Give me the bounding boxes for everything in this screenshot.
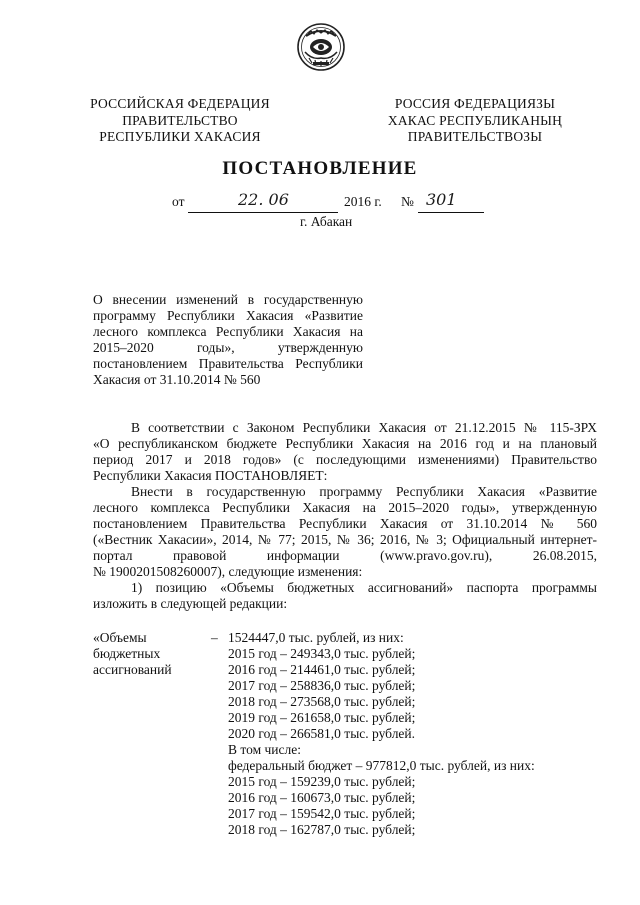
header-left-line-1: РОССИЙСКАЯ ФЕДЕРАЦИЯ [90, 96, 270, 111]
subject-block [93, 292, 363, 388]
number-handwritten: 301 [426, 190, 457, 209]
header-left-line-3: РЕСПУБЛИКИ ХАКАСИЯ [99, 129, 261, 144]
paragraph-1-line-3: период 2017 и 2018 годов» (с последующими изменениями) Правительство [93, 452, 597, 467]
allocation-values [228, 630, 535, 838]
subject-text-6: Хакасия от 31.10.2014 № 560 [93, 372, 261, 387]
header-right-line-1: РОССИЯ ФЕДЕРАЦИЯЗЫ [394, 96, 556, 111]
allocation-line: 2020 год – 266581,0 тыс. рублей. [228, 726, 416, 741]
number-field [418, 190, 484, 213]
allocation-label-line-2: бюджетных [93, 646, 161, 661]
allocation-line: 2015 год – 249343,0 тыс. рублей; [228, 646, 416, 661]
paragraph-3 [93, 580, 597, 612]
date-field [188, 190, 338, 213]
header-right-line-2: ХАКАС РЕСПУБЛИКАНЫҢ [387, 112, 563, 128]
allocation-line: федеральный бюджет – 977812,0 тыс. рублей, из них: [228, 758, 535, 773]
allocation-line: 2018 год – 273568,0 тыс. рублей; [228, 694, 416, 709]
paragraph-2 [93, 484, 597, 580]
coat-of-arms-emblem [296, 22, 346, 72]
allocation-label [93, 630, 172, 678]
allocation-line: 2018 год – 162787,0 тыс. рублей; [228, 822, 416, 837]
allocation-label-line-3: ассигнований [93, 662, 172, 677]
subject-text-2: программу Республики Хакасия «Развитие [93, 308, 363, 323]
paragraph-2-line-4: («Вестник Хакасии», 2014, № 77; 2015, № 36; 2016, № 3; Официальный интернет- [93, 532, 597, 547]
subject-text-3: лесного комплекса Республики Хакасия на [93, 324, 363, 339]
paragraph-2-line-3: постановлением Правительства Республики Хакасия от 31.10.2014 № 560 [93, 516, 597, 531]
city: г. Абакан [300, 214, 353, 229]
allocation-line: 2016 год – 214461,0 тыс. рублей; [228, 662, 416, 677]
allocation-line: 2017 год – 258836,0 тыс. рублей; [228, 678, 416, 693]
allocation-line: 2017 год – 159542,0 тыс. рублей; [228, 806, 416, 821]
allocation-dash: – [211, 630, 218, 645]
allocation-line: 2019 год – 261658,0 тыс. рублей; [228, 710, 416, 725]
allocation-label-line-1: «Объемы [93, 630, 147, 645]
allocation-line: 2016 год – 160673,0 тыс. рублей; [228, 790, 416, 805]
subject-line-6 [93, 372, 363, 388]
allocation-line: В том числе: [228, 742, 301, 757]
subject-text-1: О внесении изменений в государственную [93, 292, 363, 307]
subject-line-4 [93, 340, 363, 356]
paragraph-3-line-1: 1) позицию «Объемы бюджетных ассигнований» паспорта программы [131, 580, 597, 595]
paragraph-2-line-5: портал правовой информации (www.pravo.gov.ru), 26.08.2015, [93, 548, 597, 563]
paragraph-3-line-2: изложить в следующей редакции: [93, 596, 288, 611]
paragraph-2-line-2: лесного комплекса Республики Хакасия на 2015–2020 годы», утвержденную [93, 500, 597, 515]
subject-line-5 [93, 356, 363, 372]
paragraph-2-line-1: Внести в государственную программу Республики Хакасия «Развитие [131, 484, 597, 499]
subject-line-2 [93, 308, 363, 324]
date-handwritten: 22. 06 [238, 190, 289, 209]
paragraph-1-line-4: Республики Хакасия ПОСТАНОВЛЯЕТ: [93, 468, 328, 483]
header-right-line-3: ПРАВИТЕЛЬСТВОЗЫ [407, 129, 543, 144]
subject-line-1 [93, 292, 363, 308]
header-right [355, 96, 595, 146]
header-left [60, 96, 300, 146]
number-label: № [401, 194, 414, 209]
paragraph-2-line-6: № 1900201508260007), следующие изменения: [93, 564, 363, 579]
paragraph-1-line-1: В соответствии с Законом Республики Хакасия от 21.12.2015 № 115-ЗРХ [131, 420, 597, 435]
subject-line-3 [93, 324, 363, 340]
document-title: ПОСТАНОВЛЕНИЕ [222, 158, 418, 179]
date-from-label: от [172, 194, 185, 209]
allocation-line: 1524447,0 тыс. рублей, из них: [228, 630, 404, 645]
paragraph-1-line-2: «О республиканском бюджете Республики Хакасия на 2016 год и на плановый [93, 436, 597, 451]
subject-text-5: постановлением Правительства Республики [93, 356, 363, 371]
subject-text-4: 2015–2020 годы», утвержденную [93, 340, 363, 355]
paragraph-1 [93, 420, 597, 484]
header-left-line-2: ПРАВИТЕЛЬСТВО [122, 112, 238, 128]
year-label: 2016 г. [344, 194, 382, 209]
allocation-line: 2015 год – 159239,0 тыс. рублей; [228, 774, 416, 789]
